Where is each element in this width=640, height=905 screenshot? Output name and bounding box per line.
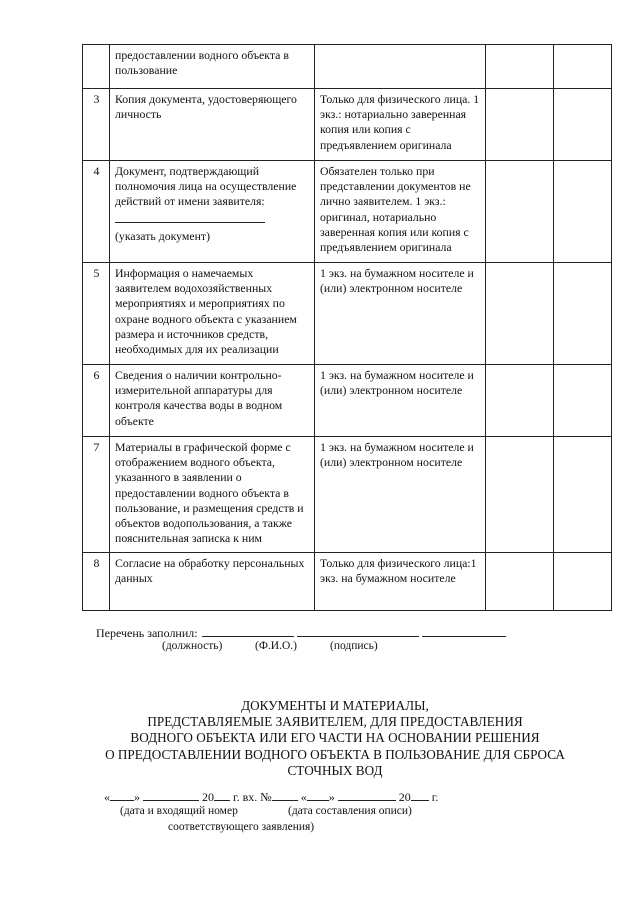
document-name: Информация о намечаемых заявителем водохозяйственных мероприятиях и мероприятиях по охране водного объекта с указанием размера и источников средств, необходимых для их реализации	[110, 263, 315, 365]
document-name: Материалы в графической форме с отображением водного объекта, указанного в заявлении о предоставлении водного объекта в пользование, и размещения средств и объектов водопользования, а также пояснительная записка к ним	[110, 437, 315, 553]
document-name: Копия документа, удостоверяющего личность	[110, 89, 315, 161]
empty-cell	[554, 553, 612, 611]
caption-line: (дата и входящий номер	[120, 805, 238, 817]
document-name: предоставлении водного объекта в пользование	[110, 45, 315, 89]
caption-line: соответствующего заявления)	[168, 821, 315, 833]
empty-cell	[554, 161, 612, 263]
section-heading	[90, 698, 580, 779]
year-prefix: 20	[202, 790, 214, 804]
quote-open: «	[300, 790, 307, 804]
row-number: 7	[83, 437, 110, 553]
row-number: 6	[83, 365, 110, 437]
year-field[interactable]	[411, 790, 429, 801]
empty-cell	[486, 553, 554, 611]
document-name: Согласие на обработку персональных данных	[110, 553, 315, 611]
table-row	[83, 263, 612, 365]
quote-close: »	[328, 790, 335, 804]
empty-cell	[554, 365, 612, 437]
document-form: 1 экз. на бумажном носителе и (или) электронном носителе	[315, 437, 486, 553]
date-caption-incoming	[120, 804, 238, 818]
heading-line: СТОЧНЫХ ВОД	[287, 762, 383, 778]
month-field[interactable]	[338, 790, 396, 801]
filled-by-line	[96, 626, 506, 640]
day-field[interactable]	[110, 790, 134, 801]
document-name-cell	[110, 161, 315, 263]
position-field[interactable]	[202, 626, 294, 637]
year-end-label: г.	[431, 790, 439, 804]
empty-cell	[554, 437, 612, 553]
signature-caption: (подпись)	[330, 640, 378, 652]
filled-by-label: Перечень заполнил:	[96, 626, 198, 640]
heading-line: ПРЕДСТАВЛЯЕМЫЕ ЗАЯВИТЕЛЕМ, ДЛЯ ПРЕДОСТАВЛЕНИЯ	[147, 714, 523, 730]
month-field[interactable]	[143, 790, 199, 801]
document-name: Документ, подтверждающий полномочия лица на осуществление действий от имени заявителя:	[115, 164, 297, 209]
row-number: 3	[83, 89, 110, 161]
date-line	[104, 790, 438, 804]
document-form: 1 экз. на бумажном носителе и (или) электронном носителе	[315, 365, 486, 437]
date-caption-incoming-2	[168, 820, 314, 834]
row-number	[83, 45, 110, 89]
signature-field[interactable]	[422, 626, 506, 637]
year-prefix: 20	[398, 790, 411, 804]
empty-cell	[486, 45, 554, 89]
heading-line: ВОДНОГО ОБЪЕКТА ИЛИ ЕГО ЧАСТИ НА ОСНОВАНИИ РЕШЕНИЯ	[130, 730, 540, 746]
row-number: 4	[83, 161, 110, 263]
empty-cell	[486, 365, 554, 437]
fill-in-line	[115, 210, 265, 223]
empty-cell	[486, 89, 554, 161]
document-form: Только для физического лица. 1 экз.: нотариально заверенная копия или копия с предъявлением оригинала	[315, 89, 486, 161]
row-number: 5	[83, 263, 110, 365]
table-row	[83, 45, 612, 89]
quote-open: «	[104, 790, 110, 804]
document-form: 1 экз. на бумажном носителе и (или) электронном носителе	[315, 263, 486, 365]
fio-caption: (Ф.И.О.)	[255, 640, 297, 652]
day-field[interactable]	[307, 790, 329, 801]
row-number: 8	[83, 553, 110, 611]
document-name: Сведения о наличии контрольно-измерительной аппаратуры для контроля качества воды в водном объекте	[110, 365, 315, 437]
empty-cell	[554, 45, 612, 89]
quote-close: »	[134, 790, 140, 804]
heading-line: ДОКУМЕНТЫ И МАТЕРИАЛЫ,	[241, 698, 429, 713]
empty-cell	[486, 437, 554, 553]
position-caption: (должность)	[162, 640, 223, 652]
documents-table	[82, 44, 612, 611]
empty-cell	[554, 89, 612, 161]
table-row	[83, 437, 612, 553]
year-field[interactable]	[214, 790, 230, 801]
table-row	[83, 365, 612, 437]
date-caption-inventory: (дата составления описи)	[288, 805, 412, 817]
empty-cell	[486, 263, 554, 365]
document-hint: (указать документ)	[115, 228, 210, 243]
incoming-number-label: г. вх. №	[233, 790, 272, 804]
incoming-number-field[interactable]	[272, 790, 298, 801]
document-form	[315, 45, 486, 89]
empty-cell	[486, 161, 554, 263]
heading-line: О ПРЕДОСТАВЛЕНИИ ВОДНОГО ОБЪЕКТА В ПОЛЬЗОВАНИЕ ДЛЯ СБРОСА	[105, 746, 565, 762]
fio-field[interactable]	[297, 626, 419, 637]
table-row	[83, 553, 612, 611]
document-form: Обязателен только при представлении документов не лично заявителем. 1 экз.: оригинал, нотариально заверенная копия или копия с предъявлением оригинала	[315, 161, 486, 263]
table-row	[83, 89, 612, 161]
document-form: Только для физического лица:1 экз. на бумажном носителе	[315, 553, 486, 611]
table-row	[83, 161, 612, 263]
empty-cell	[554, 263, 612, 365]
